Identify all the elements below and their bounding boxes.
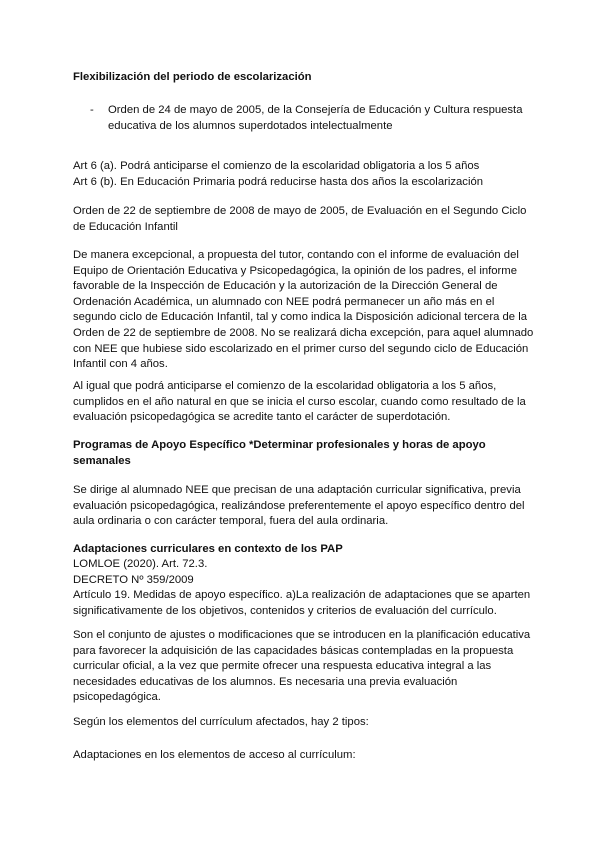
text-line: psicopedagógica. [73,691,161,704]
excepcional-paragraph [73,248,533,373]
text-line: significativamente de los objetivos, contenidos y criterios de evaluación del currículo. [73,604,497,617]
bullet-orden-2005 [108,103,528,134]
text-line: De manera excepcional, a propuesta del tutor, contando con el informe de evaluación del [73,249,519,261]
text-line: para favorecer la adquisición de las capacidades básicas contempladas en la propuesta [73,644,514,657]
text-line: Orden de 22 de septiembre de 2008. No se realizará dicha excepción, para aquel alumnado [73,326,534,339]
text-line: Infantil con 4 años. [73,358,168,371]
text-line: cumplidos en el año natural en que se inicia el curso escolar, cuando como resultado de la [73,395,526,408]
text-line: Orden de 24 de mayo de 2005, de la Consejería de Educación y Cultura respuesta [108,104,523,116]
text-line: Equipo de Orientación Educativa y Psicopedagógica, la opinión de los padres, el informe [73,264,517,277]
text-line: necesidades educativas de los alumnos. Es necesaria una previa evaluación [73,675,458,688]
text-line: evaluación psicopedagógica, realizándose preferentemente el apoyo específico dentro del [73,499,525,512]
text-line: Al igual que podrá anticiparse el comienzo de la escolaridad obligatoria a los 5 años, [73,380,497,392]
text-line: con NEE que hubiese sido escolarizado en el primer curso del segundo ciclo de Educación [73,342,529,355]
text-line: favorable de la Inspección de Educación y la autorización de la Dirección General de [73,280,498,293]
text-line: Artículo 19. Medidas de apoyo específico. a)La realización de adaptaciones que se aparten [73,589,531,602]
text-line: Se dirige al alumnado NEE que precisan de una adaptación curricular significativa, previa [73,484,521,496]
text-line: evaluación psicopedagógica se acredite tanto el carácter de superdotación. [73,411,451,424]
text-line: Art 6 (b). En Educación Primaria podrá reducirse hasta dos años la escolarización [73,175,484,188]
text-line: Ordenación Académica, un alumnado con NEE podrá permanecer un año más en el [73,295,495,308]
heading-line: semanales [73,454,131,467]
text-line: DECRETO Nº 359/2009 [73,573,194,586]
text-line: educativa de los alumnos superdotados intelectualmente [108,119,393,132]
tipos-line: Según los elementos del currículum afectados, hay 2 tipos: [73,716,369,728]
bullet-marker: - [90,104,94,116]
text-line: Art 6 (a). Podrá anticiparse el comienzo de la escolaridad obligatoria a los 5 años [73,160,480,172]
text-line: curricular oficial, a la vez que permite ofrecer una respuesta educativa integral a las [73,660,492,673]
section-heading-flexibilizacion: Flexibilización del periodo de escolarización [73,71,312,83]
text-line: LOMLOE (2020). Art. 72.3. [73,558,208,570]
text-line: Son el conjunto de ajustes o modificaciones que se introducen en la planificación educativa [73,629,531,641]
acceso-line: Adaptaciones en los elementos de acceso al currículum: [73,749,356,761]
art-6-paragraph [73,159,533,190]
anticipar-paragraph [73,379,533,426]
heading-line: Programas de Apoyo Específico *Determinar profesionales y horas de apoyo [73,439,486,451]
section-heading-adaptaciones: Adaptaciones curriculares en contexto de los PAP [73,543,343,555]
text-line: Orden de 22 de septiembre de 2008 de mayo de 2005, de Evaluación en el Segundo Ciclo [73,205,527,217]
section-heading-programas-apoyo [73,438,533,469]
text-line: de Educación Infantil [73,220,178,233]
ajustes-paragraph [73,628,533,706]
text-line: segundo ciclo de Educación Infantil, tal y como indica la Disposición adicional tercera de la [73,311,528,324]
text-line: aula ordinaria o con carácter temporal, fuera del aula ordinaria. [73,515,389,528]
references-block [73,557,533,619]
orden-2008-paragraph [73,204,533,235]
programas-paragraph [73,483,533,530]
